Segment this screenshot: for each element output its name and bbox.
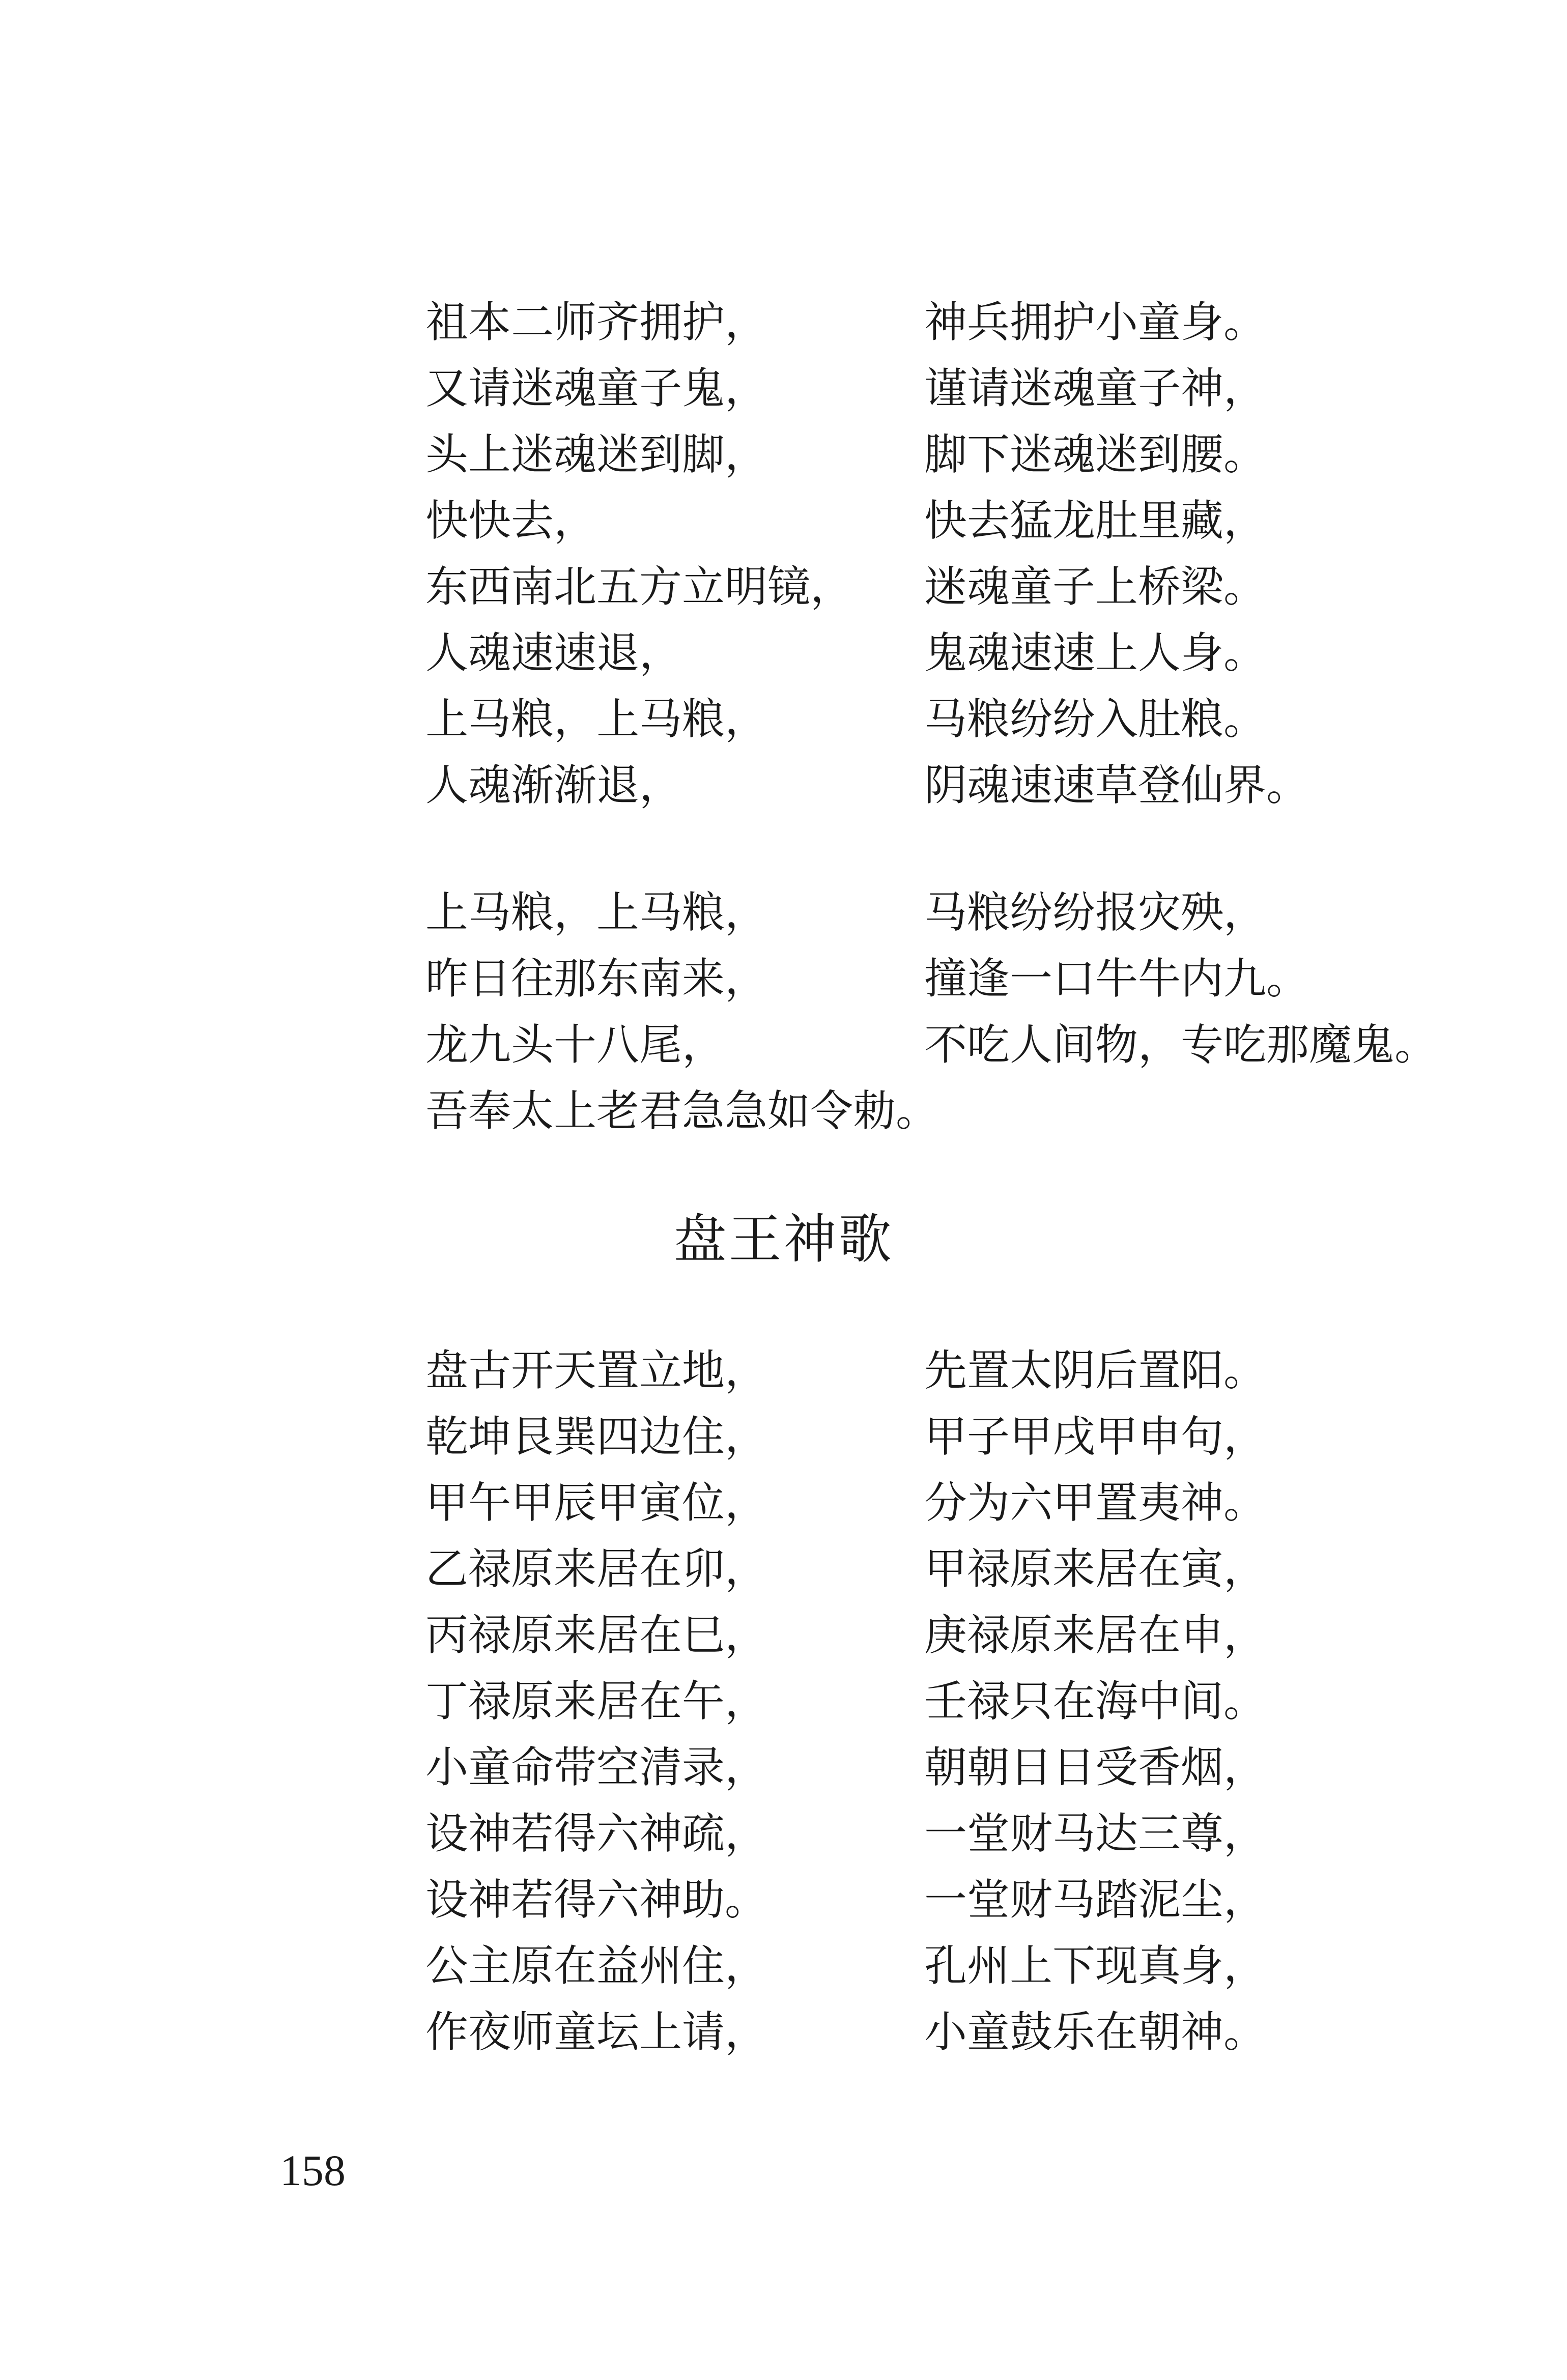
verse-line [425, 1536, 1443, 1602]
verse-line [425, 1734, 1443, 1800]
verse-left: 祖本二师齐拥护， [425, 297, 768, 347]
verse-right: 一堂财马达三尊， [924, 1809, 1267, 1858]
verse-left: 设神若得六神疏， [425, 1809, 768, 1858]
verse-line [425, 1337, 1443, 1403]
verse-left: 上马粮，上马粮， [425, 887, 768, 937]
verse-line [425, 879, 1443, 945]
verse-right: 马粮纷纷入肚粮。 [924, 694, 1267, 744]
verse-line [425, 554, 1443, 620]
verse-line [425, 620, 1443, 686]
verse-left: 盘古开天置立地， [425, 1345, 768, 1395]
verse-right: 撞逢一口牛牛内九。 [924, 954, 1309, 1003]
verse-left: 龙九头十八尾， [425, 1020, 725, 1070]
verse-left: 头上迷魂迷到脚， [425, 429, 768, 479]
verse-line [425, 1999, 1443, 2065]
verse-line [425, 1668, 1443, 1734]
section-title: 盘王神歌 [673, 1208, 894, 1270]
verse-right: 不吃人间物，专吃那魔鬼。 [924, 1020, 1438, 1070]
verse-left: 东西南北五方立明镜， [425, 562, 853, 612]
verse-right: 快去猛龙肚里藏， [924, 496, 1267, 546]
verse-line [425, 1933, 1443, 1999]
verse-right: 脚下迷魂迷到腰。 [924, 429, 1267, 479]
verse-line [425, 289, 1443, 355]
verse-line [425, 945, 1443, 1012]
verse-left: 人魂速速退， [425, 628, 682, 678]
verse-left: 丁禄原来居在午， [425, 1676, 768, 1726]
verse-line-full [425, 1078, 1443, 1144]
verse-left: 乙禄原来居在卯， [425, 1544, 768, 1594]
verse-right: 一堂财马踏泥尘， [924, 1875, 1267, 1925]
verse-line [425, 1602, 1443, 1668]
verse-right: 阴魂速速草登仙界。 [924, 760, 1309, 810]
verse-full: 吾奉太上老君急急如令勅。 [425, 1086, 939, 1136]
verse-right: 朝朝日日受香烟， [924, 1742, 1267, 1792]
verse-left: 上马粮，上马粮， [425, 694, 768, 744]
verse-line [425, 1403, 1443, 1470]
verse-left: 丙禄原来居在巳， [425, 1610, 768, 1660]
verse-right: 孔州上下现真身， [924, 1941, 1267, 1991]
stanza-3 [425, 1337, 1443, 2065]
verse-right: 甲子甲戌甲申句， [924, 1412, 1267, 1461]
verse-right: 甲禄原来居在寅， [924, 1544, 1267, 1594]
verse-right: 迷魂童子上桥梁。 [924, 562, 1267, 612]
verse-right: 鬼魂速速上人身。 [924, 628, 1267, 678]
verse-left: 昨日往那东南来， [425, 954, 768, 1003]
verse-line [425, 1800, 1443, 1867]
verse-left: 快快去， [425, 496, 597, 546]
verse-line [425, 686, 1443, 752]
verse-right: 壬禄只在海中间。 [924, 1676, 1267, 1726]
verse-left: 又请迷魂童子鬼， [425, 363, 768, 413]
verse-right: 分为六甲置夷神。 [924, 1478, 1267, 1528]
page-number: 158 [280, 2146, 346, 2195]
verse-right: 先置太阴后置阳。 [924, 1345, 1267, 1395]
stanza-1 [425, 289, 1443, 818]
verse-right: 马粮纷纷报灾殃， [924, 887, 1267, 937]
verse-right: 神兵拥护小童身。 [924, 297, 1267, 347]
verse-line [425, 752, 1443, 818]
verse-line [425, 355, 1443, 421]
verse-line [425, 1012, 1443, 1078]
verse-left: 小童命带空清录， [425, 1742, 768, 1792]
verse-line [425, 421, 1443, 488]
verse-left: 人魂渐渐退， [425, 760, 682, 810]
verse-left: 乾坤艮巽四边住， [425, 1412, 768, 1461]
verse-left: 公主原在益州住， [425, 1941, 768, 1991]
verse-right: 庚禄原来居在申， [924, 1610, 1267, 1660]
verse-right: 谨请迷魂童子神， [924, 363, 1267, 413]
verse-line [425, 1470, 1443, 1536]
verse-left: 设神若得六神助。 [425, 1875, 768, 1925]
verse-right: 小童鼓乐在朝神。 [924, 2007, 1267, 2057]
stanza-2 [425, 879, 1443, 1144]
verse-left: 作夜师童坛上请， [425, 2007, 768, 2057]
verse-left: 甲午甲辰甲寅位， [425, 1478, 768, 1528]
verse-line [425, 1867, 1443, 1933]
verse-line [425, 488, 1443, 554]
